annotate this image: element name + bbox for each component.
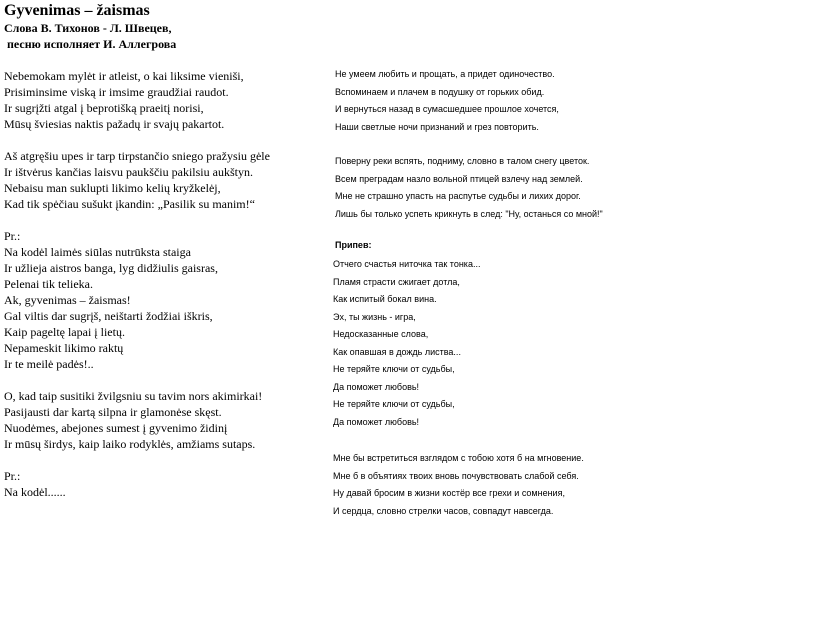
lyric-line: Не теряйте ключи от судьбы, — [333, 364, 455, 374]
lyric-line: Gal viltis dar sugrįš, neištarti žodžiai iškris, — [4, 309, 213, 323]
lyric-line: Ir te meilė padės!.. — [4, 357, 94, 371]
lyric-line: Всем преградам назло вольной птицей взлечу над землей. — [335, 173, 583, 184]
lyric-line: Мне не страшно упасть на распутье судьбы и лихих дорог. — [335, 191, 581, 201]
lyric-line: Ir ištvėrus kančias laisvu paukščiu pakilsiu aukštyn. — [4, 165, 253, 179]
song-credits — [4, 20, 176, 52]
lyric-line: Ak, gyvenimas – žaismas! — [4, 293, 131, 307]
lyric-line: Отчего счастья ниточка так тонка... — [333, 259, 481, 269]
chorus-label: Pr.: — [4, 229, 21, 243]
lyric-line: Пламя страсти сжигает дотла, — [333, 276, 460, 287]
lyric-line: Nuodėmes, abejones sumest į gyvenimo židinį — [4, 421, 228, 435]
lyric-line: Na kodėl laimės siūlas nutrūksta staiga — [4, 245, 191, 259]
lt-outro — [4, 468, 324, 500]
lyric-line: Мне б в объятиях твоих вновь почувствовать слабой себя. — [333, 470, 579, 481]
lyric-line: Kaip pageltę lapai į lietų. — [4, 325, 125, 339]
lyric-line: Да поможет любовь! — [333, 416, 420, 427]
lyric-line: Не умеем любить и прощать, а придет одиночество. — [335, 69, 555, 79]
lyric-line: И сердца, словно стрелки часов, совпадут навсегда. — [333, 505, 554, 516]
ru-chorus — [333, 256, 480, 431]
lyric-line: Na kodėl...... — [4, 485, 66, 499]
lyric-line: Ir sugrįžti atgal į beprotišką praeitį norisi, — [4, 101, 204, 115]
lyric-line: Недосказанные слова, — [333, 329, 429, 339]
lyric-line: Prisiminsime viską ir imsime graudžiai raudot. — [4, 85, 229, 99]
lt-chorus — [4, 228, 324, 372]
lyric-line: Pelenai tik telieka. — [4, 277, 93, 291]
lithuanian-lyrics — [4, 68, 324, 516]
lyric-line: Не теряйте ключи от судьбы, — [333, 399, 455, 409]
lt-stanza-2 — [4, 148, 324, 212]
lyric-line: И вернуться назад в сумасшедшее прошлое хочется, — [335, 104, 559, 114]
song-title: Gyvenimas – žaismas — [4, 2, 150, 19]
lyric-line: Лишь бы только успеть крикнуть в след: "Ну, останься со мной!" — [335, 208, 603, 219]
lyric-line: Mūsų šviesias naktis pažadų ir svajų pakartot. — [4, 117, 225, 131]
lyric-line: Kad tik spėčiau sušukt įkandin: „Pasilik su manim!“ — [4, 197, 255, 211]
lyric-line: Поверну реки вспять, подниму, словно в талом снегу цветок. — [335, 156, 590, 166]
lyric-line: Ir užlieja aistros banga, lyg didžiulis gaisras, — [4, 261, 218, 275]
lyric-line: Nebaisu man suklupti likimo kelių kryžkelėj, — [4, 181, 221, 195]
lyric-line: Pasijausti dar kartą silpna ir glamonėse skęst. — [4, 405, 222, 419]
ru-stanza-3 — [333, 450, 584, 520]
lyric-line: Наши светлые ночи признаний и грез повторить. — [335, 121, 539, 132]
lt-stanza-1 — [4, 68, 324, 132]
lyric-line: Мне бы встретиться взглядом с тобою хотя б на мгновение. — [333, 453, 584, 463]
lyric-line: Nepameskit likimo raktų — [4, 341, 124, 355]
lt-stanza-3 — [4, 388, 324, 452]
performer-line: песню исполняет И. Аллегрова — [4, 37, 177, 51]
lyric-line: Как испитый бокал вина. — [333, 294, 437, 304]
lyric-line: Ir mūsų širdys, kaip laiko rodyklės, amžiams sutaps. — [4, 437, 256, 451]
lyric-line: Nebemokam mylėt ir atleist, o kai liksime vieniši, — [4, 69, 244, 83]
ru-stanza-2 — [335, 153, 603, 223]
credits-line: Слова В. Тихонов - Л. Швецев, — [4, 21, 172, 35]
lyric-line: O, kad taip susitiki žvilgsniu su tavim nors akimirkai! — [4, 389, 263, 403]
lyric-line: Как опавшая в дождь листва... — [333, 346, 461, 357]
lyric-line: Вспоминаем и плачем в подушку от горьких обид. — [335, 86, 545, 97]
lyric-line: Aš atgręšiu upes ir tarp tirpstančio sniego pražysiu gėle — [4, 149, 270, 163]
lyric-line: Ну давай бросим в жизни костёр все грехи и сомнения, — [333, 488, 565, 498]
lyric-line: Эх, ты жизнь - игра, — [333, 311, 416, 322]
ru-chorus-label: Припев: — [335, 240, 372, 250]
ru-stanza-1 — [335, 66, 559, 136]
chorus-label: Pr.: — [4, 469, 21, 483]
lyric-line: Да поможет любовь! — [333, 381, 420, 392]
